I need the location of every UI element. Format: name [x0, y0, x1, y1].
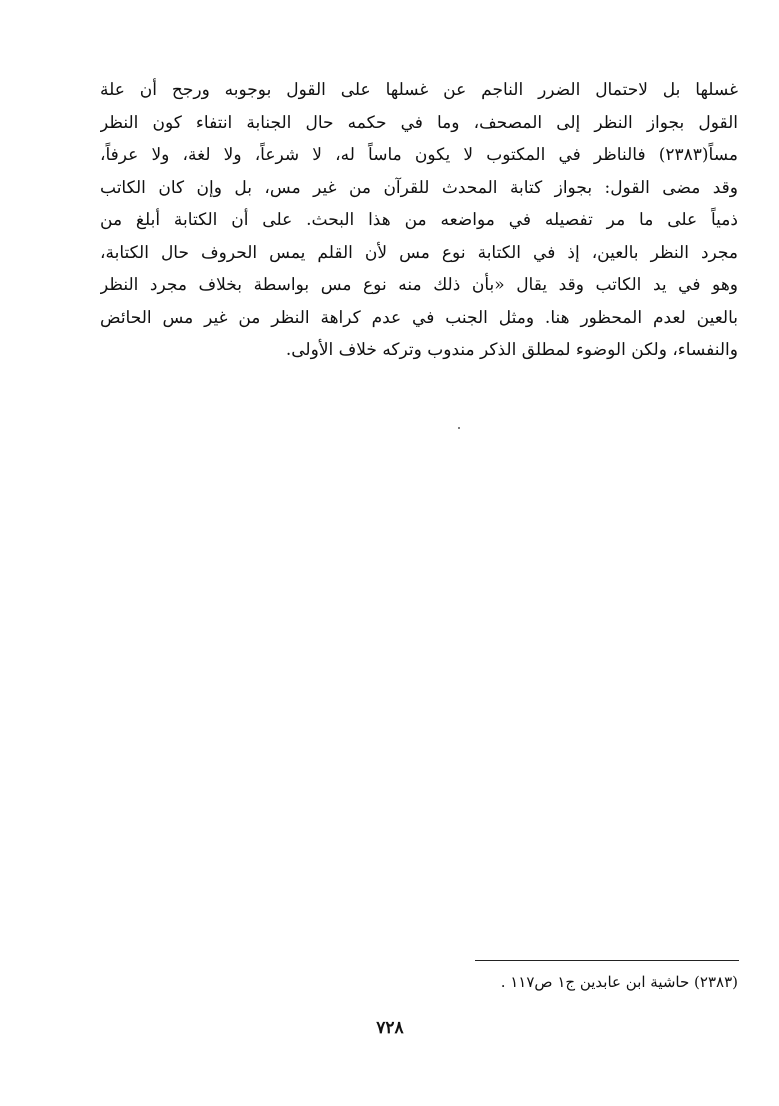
scan-speck — [458, 427, 460, 429]
text-line: ذمياً على ما مر تفصيله في مواضعه من هذا البحث. على أن الكتابة أبلغ من — [100, 210, 738, 230]
footnote: (٢٣٨٣) حاشية ابن عابدين ج١ ص١١٧ . — [500, 973, 738, 991]
text-line: غسلها بل لاحتمال الضرر الناجم عن غسلها على القول بوجوبه ورجح أن علة — [100, 80, 738, 100]
text-line: والنفساء، ولكن الوضوء لمطلق الذكر مندوب وتركه خلاف الأولى. — [285, 340, 738, 360]
text-line: مجرد النظر بالعين، إذ في الكتابة نوع مس لأن القلم يمس الحروف حال الكتابة، — [100, 242, 738, 263]
text-line: القول بجواز النظر إلى المصحف، وما في حكمه حال الجنابة انتفاء كون النظر — [100, 112, 738, 133]
text-line: وهو في يد الكاتب وقد يقال «بأن ذلك منه نوع مس بواسطة بخلاف مجرد النظر — [100, 275, 738, 295]
footnote-divider — [475, 960, 739, 961]
main-text-block — [100, 74, 738, 367]
text-line: وقد مضى القول: بجواز كتابة المحدث للقرآن من غير مس، بل وإن كان الكاتب — [100, 177, 738, 198]
text-line: مساً(٢٣٨٣) فالناظر في المكتوب لا يكون ماساً له، لا شرعاً، ولا لغة، ولا عرفاً، — [100, 145, 738, 165]
page-number: ٧٢٨ — [376, 1018, 404, 1038]
text-line: بالعين لعدم المحظور هنا. ومثل الجنب في عدم كراهة النظر من غير مس الحائض — [100, 307, 738, 328]
